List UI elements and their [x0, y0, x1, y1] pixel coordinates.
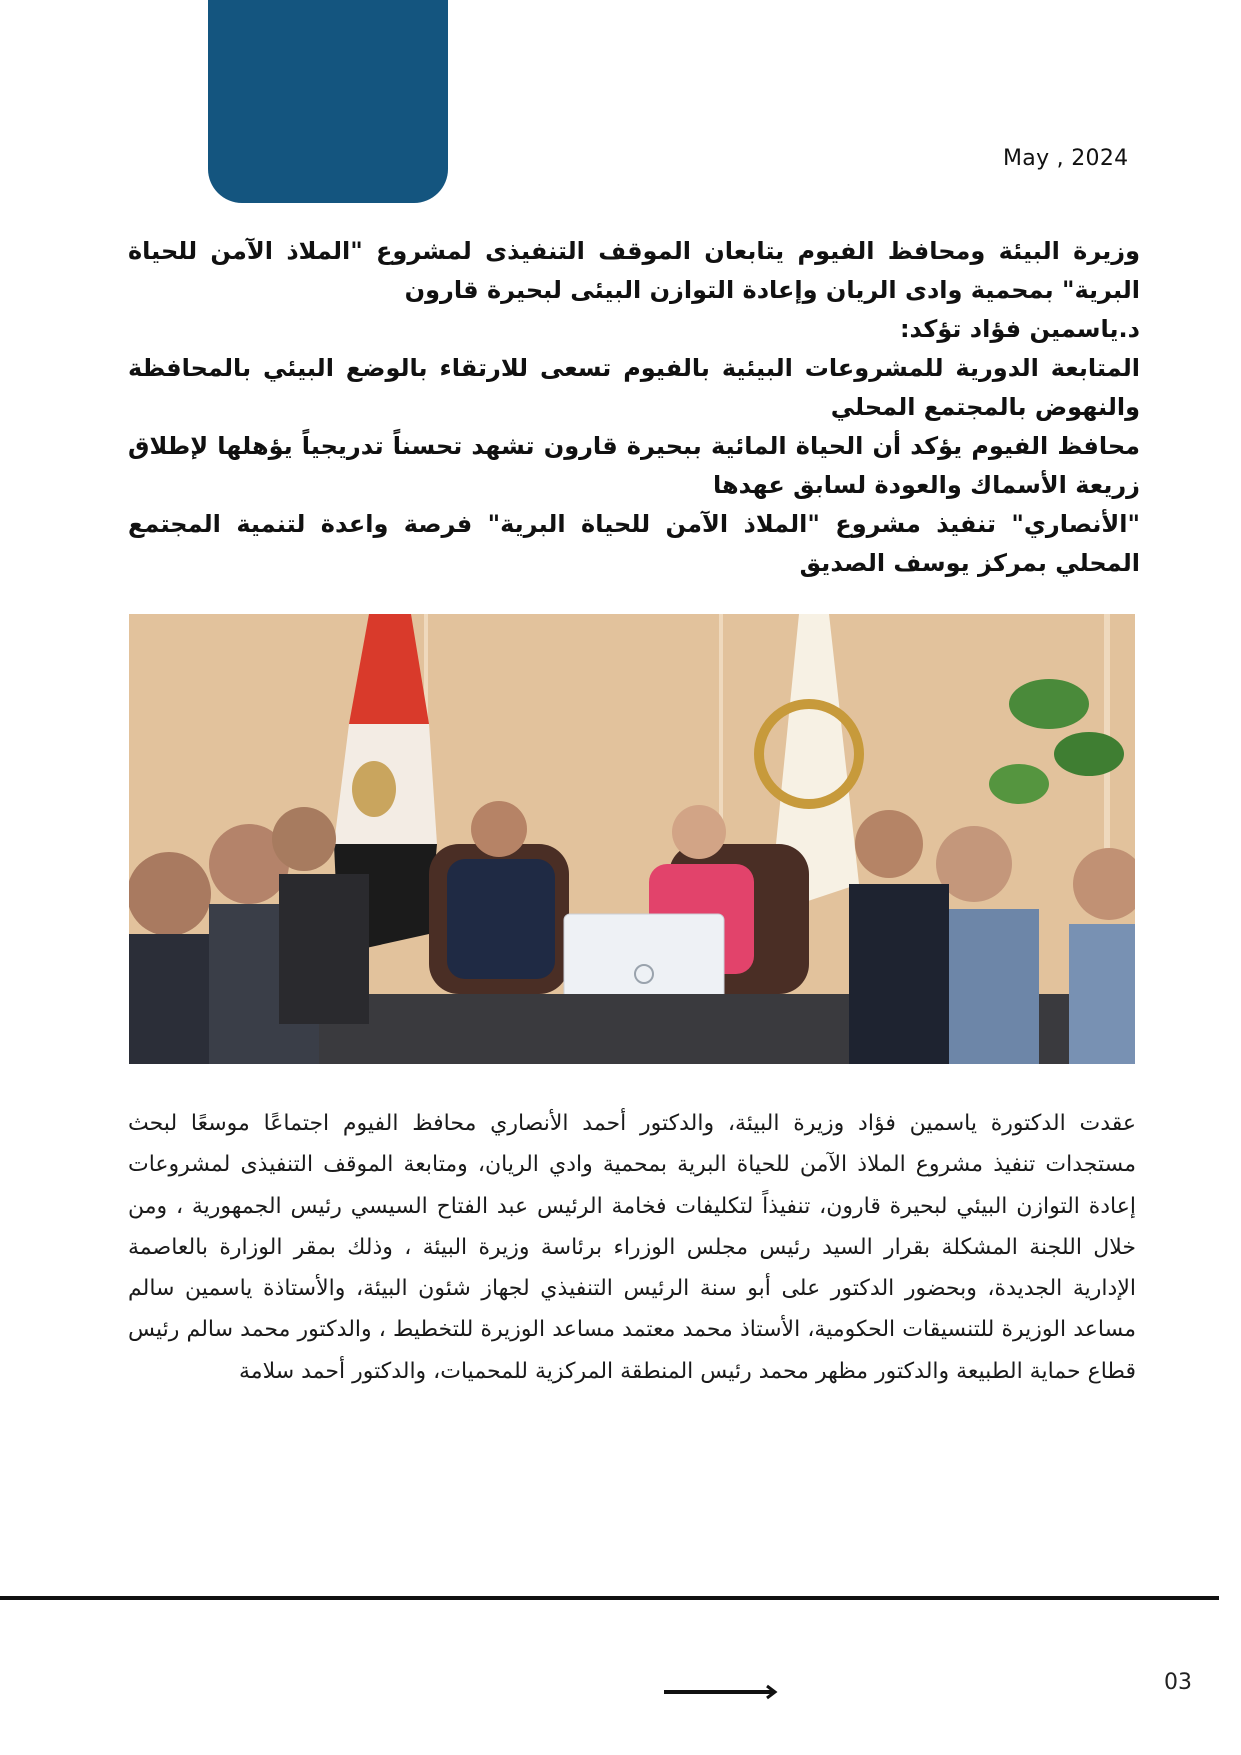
person-suit: [1069, 924, 1135, 1064]
person-suit: [447, 859, 555, 979]
headline-block: [128, 232, 1140, 583]
article-body: عقدت الدكتورة ياسمين فؤاد وزيرة البيئة، والدكتور أحمد الأنصاري محافظ الفيوم اجتماعًا موسعًا لبحث مستجدات تنفيذ مشروع الملاذ الآمن للحياة البرية بمحمية وادي الريان، ومتابعة الموقف التنفيذى لمشروعات إعادة التوازن البيئي لبحيرة قارون، تنفيذاً لتكليفات فخامة الرئيس عبد الفتاح السيسي رئيس الجمهورية ، ومن خلال اللجنة المشكلة بقرار السيد رئيس مجلس الوزراء برئاسة وزيرة البيئة ، وذلك بمقر الوزارة بالعاصمة الإدارية الجديدة، وبحضور الدكتور على أبو سنة الرئيس التنفيذي لجهاز شئون البيئة، والأستاذة ياسمين سالم مساعد الوزيرة للتنسيقات الحكومية، الأستاذ محمد معتمد مساعد الوزيرة للتخطيط ، والدكتور محمد سالم رئيس قطاع حماية الطبيعة والدكتور مظهر محمد رئيس المنطقة المركزية للمحميات، والدكتور أحمد سلامة: [128, 1111, 1136, 1384]
page-number: 03: [1164, 1670, 1192, 1695]
flag-eagle: [352, 761, 396, 817]
meeting-photo-illustration: [129, 614, 1135, 1064]
person-head: [129, 852, 211, 936]
plant-leaf: [989, 764, 1049, 804]
plant-leaf: [1009, 679, 1089, 729]
person-head: [272, 807, 336, 871]
headline-title: وزيرة البيئة ومحافظ الفيوم يتابعان الموقف التنفيذى لمشروع "الملاذ الآمن للحياة البرية" بمحمية وادى الريان وإعادة التوازن البيئى لبحيرة قارون: [128, 237, 1140, 304]
person-head: [855, 810, 923, 878]
right-arrow-icon[interactable]: [664, 1684, 780, 1700]
header-color-block: [208, 0, 448, 203]
headline-subtitle: د.ياسمين فؤاد تؤكد:: [899, 315, 1140, 343]
plant-leaf: [1054, 732, 1124, 776]
person-suit: [849, 884, 949, 1064]
headline-point-1: المتابعة الدورية للمشروعات البيئية بالفيوم تسعى للارتقاء بالوضع البيئي بالمحافظة والنهوض بالمجتمع المحلي: [128, 354, 1140, 421]
headline-point-3: "الأنصاري" تنفيذ مشروع "الملاذ الآمن للحياة البرية" فرصة واعدة لتنمية المجتمع المحلي بمركز يوسف الصديق: [128, 510, 1140, 577]
issue-date: May , 2024: [1003, 146, 1129, 171]
headline-point-2: محافظ الفيوم يؤكد أن الحياة المائية ببحيرة قارون تشهد تحسناً تدريجياً يؤهلها لإطلاق زريعة الأسماك والعودة لسابق عهدها: [128, 432, 1140, 499]
person-head: [672, 805, 726, 859]
person-suit: [279, 874, 369, 1024]
footer-divider: [0, 1596, 1219, 1600]
person-head: [471, 801, 527, 857]
meeting-photo: [129, 614, 1135, 1064]
